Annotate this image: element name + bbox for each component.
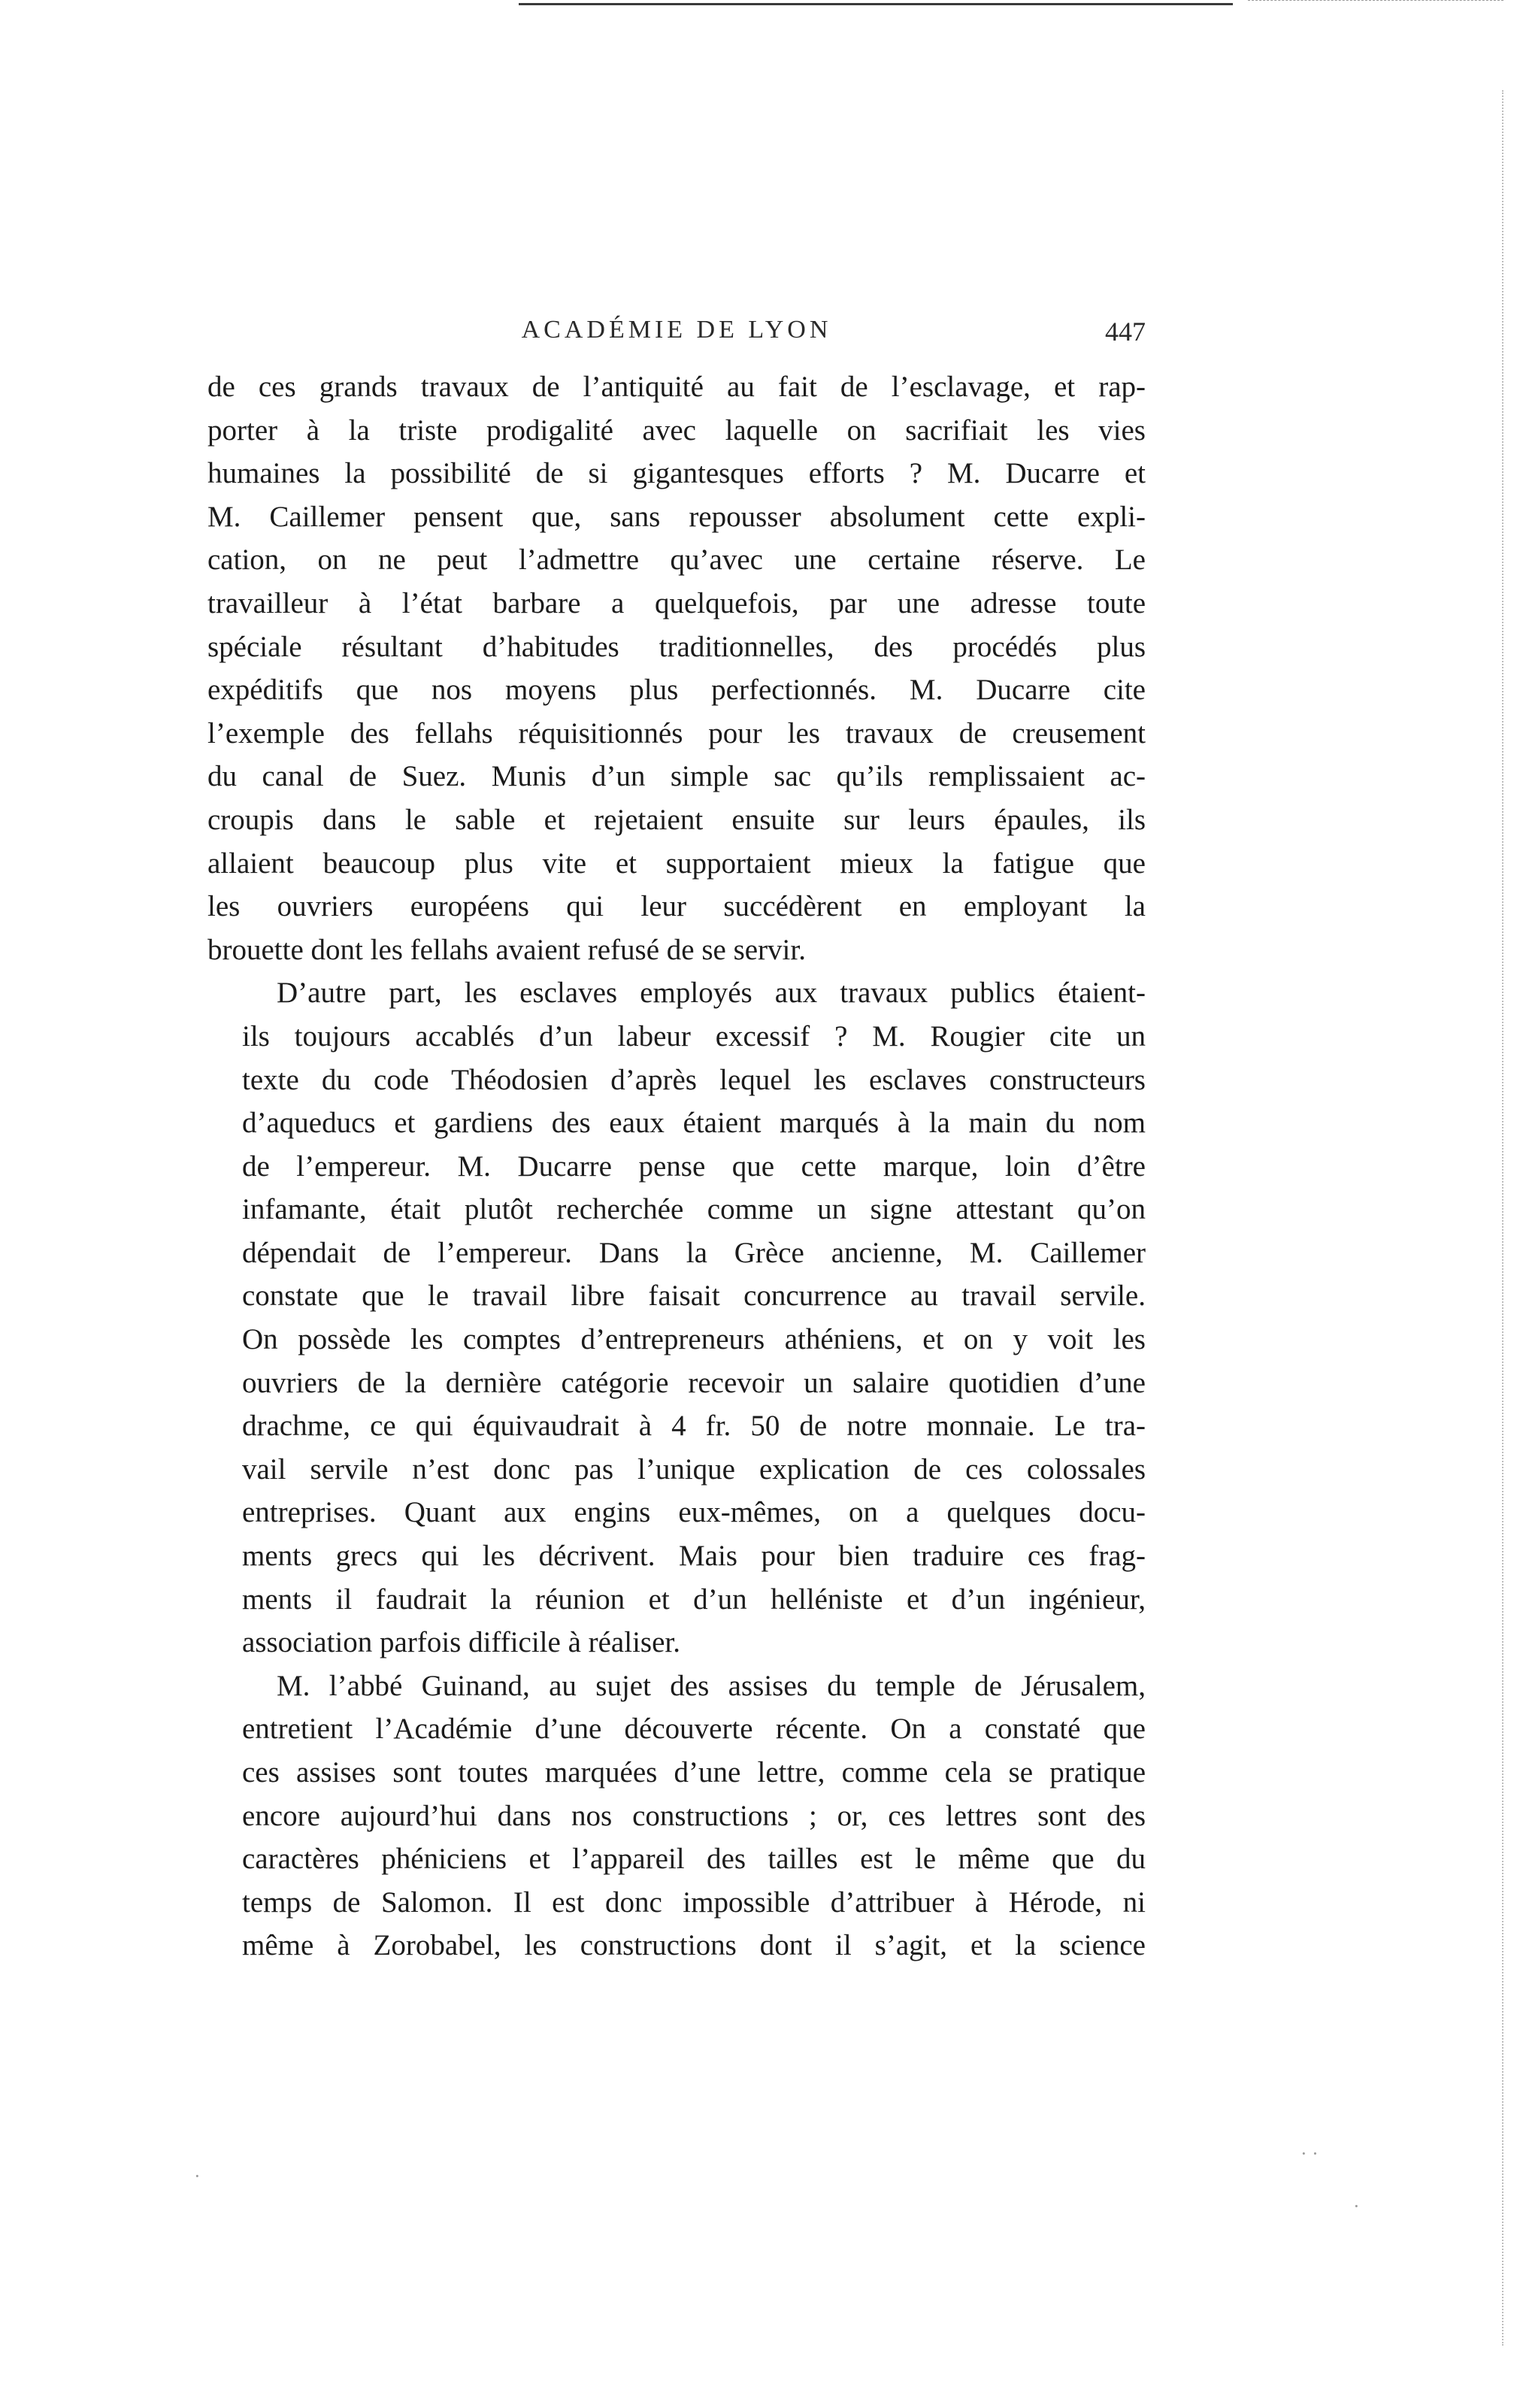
body-text (207, 365, 1146, 1967)
running-title: ACADÉMIE DE LYON (521, 316, 832, 344)
top-scan-rule (519, 3, 1233, 5)
text-line: temps de Salomon. Il est donc impossible d’attribuer à Hérode, ni (242, 1886, 1146, 1919)
text-line: D’autre part, les esclaves employés aux travaux publics étaient- (277, 977, 1146, 1010)
text-line: M. l’abbé Guinand, au sujet des assises du temple de Jérusalem, (277, 1669, 1146, 1702)
text-line: caractères phéniciens et l’appareil des tailles est le même que du (242, 1843, 1146, 1876)
paragraph-3 (207, 1664, 1146, 1967)
text-line: brouette dont les fellahs avaient refusé de se servir. (207, 933, 806, 966)
text-line: ments il faudrait la réunion et d’un helléniste et d’un ingénieur, (242, 1583, 1146, 1616)
text-line: texte du code Théodosien d’après lequel les esclaves constructeurs (242, 1063, 1146, 1096)
scan-speck: · (1353, 2195, 1360, 2217)
scan-speck: · · (1301, 2143, 1319, 2164)
text-line: humaines la possibilité de si gigantesques efforts ? M. Ducarre et (207, 457, 1146, 490)
text-line: de ces grands travaux de l’antiquité au fait de l’esclavage, et rap- (207, 371, 1146, 403)
text-line: allaient beaucoup plus vite et supportaient mieux la fatigue que (207, 847, 1146, 880)
text-line: vail servile n’est donc pas l’unique explication de ces colossales (242, 1452, 1146, 1486)
text-line: encore aujourd’hui dans nos constructions ; or, ces lettres sont des (242, 1799, 1146, 1832)
text-line: dépendait de l’empereur. Dans la Grèce ancienne, M. Caillemer (242, 1236, 1146, 1269)
text-line: du canal de Suez. Munis d’un simple sac qu’ils remplissaient ac- (207, 760, 1146, 793)
text-line: croupis dans le sable et rejetaient ensuite sur leurs épaules, ils (207, 803, 1146, 836)
text-line: entreprises. Quant aux engins eux-mêmes, on a quelques docu- (242, 1496, 1146, 1529)
text-line: ments grecs qui les décrivent. Mais pour bien traduire ces frag- (242, 1540, 1146, 1573)
text-line: ouvriers de la dernière catégorie recevoir un salaire quotidien d’une (242, 1366, 1146, 1399)
text-line: On possède les comptes d’entrepreneurs athéniens, et on y voit les (242, 1323, 1146, 1356)
paragraph-2 (207, 971, 1146, 1664)
text-line: cation, on ne peut l’admettre qu’avec une certaine réserve. Le (207, 544, 1146, 577)
running-header (207, 316, 1146, 353)
text-line: expéditifs que nos moyens plus perfectionnés. M. Ducarre cite (207, 674, 1146, 707)
text-line: les ouvriers européens qui leur succédèrent en employant la (207, 890, 1146, 923)
text-line: d’aqueducs et gardiens des eaux étaient marqués à la main du nom (242, 1107, 1146, 1140)
text-line: ces assises sont toutes marquées d’une lettre, comme cela se pratique (242, 1756, 1146, 1789)
text-line: travailleur à l’état barbare a quelquefois, par une adresse toute (207, 586, 1146, 619)
text-line: infamante, était plutôt recherchée comme un signe attestant qu’on (242, 1193, 1146, 1226)
text-line: drachme, ce qui équivaudrait à 4 fr. 50 de notre monnaie. Le tra- (242, 1410, 1146, 1443)
page-number: 447 (1105, 317, 1146, 347)
top-scan-rule-thin (1248, 0, 1503, 1)
text-line: M. Caillemer pensent que, sans repousser absolument cette expli- (207, 500, 1146, 533)
text-line: association parfois difficile à réaliser. (242, 1626, 680, 1659)
text-line: porter à la triste prodigalité avec laquelle on sacrifiait les vies (207, 413, 1146, 447)
text-line: ils toujours accablés d’un labeur excessif ? M. Rougier cite un (242, 1019, 1146, 1053)
text-line: de l’empereur. M. Ducarre pense que cette marque, loin d’être (242, 1149, 1146, 1183)
paragraph-1 (207, 365, 1146, 971)
text-line: même à Zorobabel, les constructions dont il s’agit, et la science (242, 1929, 1146, 1962)
text-line: spéciale résultant d’habitudes traditionnelles, des procédés plus (207, 630, 1146, 663)
text-line: constate que le travail libre faisait concurrence au travail servile. (242, 1280, 1146, 1313)
text-line: l’exemple des fellahs réquisitionnés pour les travaux de creusement (207, 716, 1146, 750)
scan-speck: · (194, 2165, 201, 2187)
text-line: entretient l’Académie d’une découverte récente. On a constaté que (242, 1713, 1146, 1746)
page-edge-shadow (1502, 90, 1503, 2346)
